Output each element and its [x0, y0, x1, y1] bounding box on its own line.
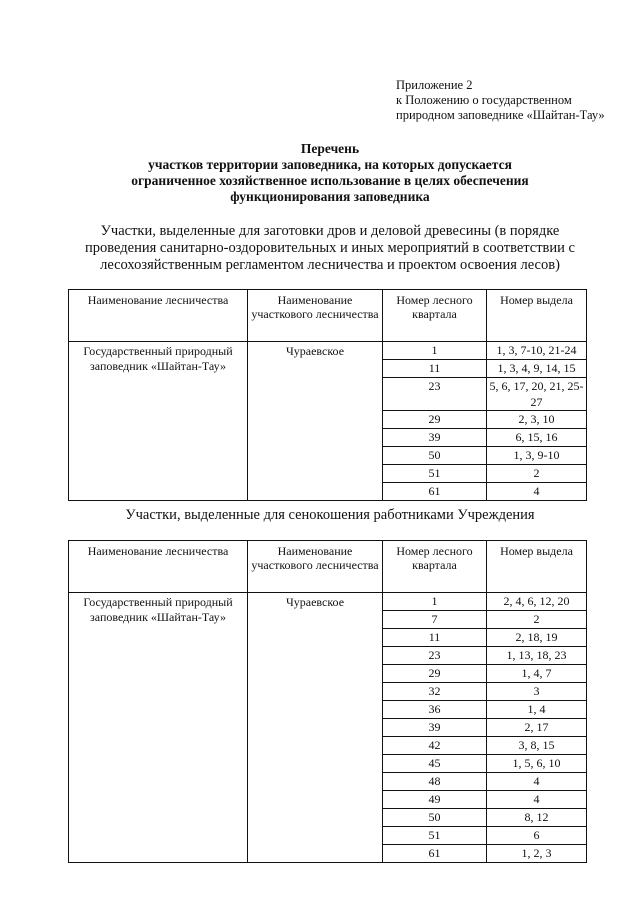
haymaking-plots-table [68, 540, 587, 863]
table-header-row [69, 541, 587, 593]
quarter-number: 61 [383, 483, 487, 501]
plot-numbers: 6 [487, 827, 587, 845]
plot-numbers: 1, 3, 9-10 [487, 447, 587, 465]
plot-numbers: 2, 17 [487, 719, 587, 737]
forestry-name: Государственный природный заповедник «Шайтан-Тау» [69, 593, 248, 863]
document-heading [60, 141, 600, 205]
plot-numbers: 1, 2, 3 [487, 845, 587, 863]
plot-numbers: 2, 3, 10 [487, 411, 587, 429]
timber-plots-table [68, 289, 587, 501]
heading-line-1: Перечень [300, 141, 360, 156]
quarter-number: 1 [383, 593, 487, 611]
quarter-number: 29 [383, 411, 487, 429]
plot-numbers: 2, 18, 19 [487, 629, 587, 647]
plot-numbers: 2 [487, 465, 587, 483]
section1-caption-line-3: лесохозяйственным регламентом лесничества и проектом освоения лесов) [100, 257, 560, 273]
header-quarter: Номер лесного квартала [383, 541, 487, 593]
division-name: Чураевское [248, 342, 383, 501]
section2-caption-line-1: Участки, выделенные для сенокошения работниками Учреждения [125, 507, 535, 523]
header-division: Наименование участкового лесничества [248, 290, 383, 342]
quarter-number: 29 [383, 665, 487, 683]
plot-numbers: 1, 3, 7-10, 21-24 [487, 342, 587, 360]
quarter-number: 36 [383, 701, 487, 719]
plot-numbers: 1, 13, 18, 23 [487, 647, 587, 665]
quarter-number: 50 [383, 447, 487, 465]
quarter-number: 7 [383, 611, 487, 629]
quarter-number: 49 [383, 791, 487, 809]
heading-line-3: ограниченное хозяйственное использование в целях обеспечения [131, 173, 529, 188]
plot-numbers: 5, 6, 17, 20, 21, 25-27 [487, 378, 587, 411]
quarter-number: 11 [383, 629, 487, 647]
header-plots: Номер выдела [487, 290, 587, 342]
section1-caption [60, 223, 600, 274]
header-plots: Номер выдела [487, 541, 587, 593]
heading-line-2: участков территории заповедника, на которых допускается [148, 157, 512, 172]
quarter-number: 32 [383, 683, 487, 701]
quarter-number: 11 [383, 360, 487, 378]
plot-numbers: 4 [487, 791, 587, 809]
plot-numbers: 1, 5, 6, 10 [487, 755, 587, 773]
quarter-number: 39 [383, 429, 487, 447]
heading-line-4: функционирования заповедника [230, 189, 430, 204]
plot-numbers: 4 [487, 483, 587, 501]
table-row [69, 342, 587, 360]
section1-caption-line-1: Участки, выделенные для заготовки дров и деловой древесины (в порядке [100, 223, 560, 239]
plot-numbers: 2, 4, 6, 12, 20 [487, 593, 587, 611]
quarter-number: 23 [383, 378, 487, 411]
quarter-number: 23 [383, 647, 487, 665]
division-name: Чураевское [248, 593, 383, 863]
header-forestry: Наименование лесничества [69, 541, 248, 593]
table-row [69, 593, 587, 611]
appendix-line-2: к Положению о государственном [396, 93, 572, 107]
plot-numbers: 2 [487, 611, 587, 629]
quarter-number: 51 [383, 465, 487, 483]
quarter-number: 48 [383, 773, 487, 791]
quarter-number: 51 [383, 827, 487, 845]
quarter-number: 1 [383, 342, 487, 360]
quarter-number: 42 [383, 737, 487, 755]
plot-numbers: 1, 4 [487, 701, 587, 719]
appendix-line-1: Приложение 2 [396, 78, 473, 92]
table-header-row [69, 290, 587, 342]
plot-numbers: 6, 15, 16 [487, 429, 587, 447]
quarter-number: 61 [383, 845, 487, 863]
plot-numbers: 1, 3, 4, 9, 14, 15 [487, 360, 587, 378]
quarter-number: 39 [383, 719, 487, 737]
quarter-number: 50 [383, 809, 487, 827]
appendix-line-3: природном заповеднике «Шайтан-Тау» [396, 108, 605, 122]
plot-numbers: 3 [487, 683, 587, 701]
section2-caption [60, 507, 600, 524]
header-division: Наименование участкового лесничества [248, 541, 383, 593]
forestry-name: Государственный природный заповедник «Шайтан-Тау» [69, 342, 248, 501]
header-forestry: Наименование лесничества [69, 290, 248, 342]
plot-numbers: 1, 4, 7 [487, 665, 587, 683]
plot-numbers: 3, 8, 15 [487, 737, 587, 755]
plot-numbers: 4 [487, 773, 587, 791]
appendix-note [396, 78, 605, 123]
quarter-number: 45 [383, 755, 487, 773]
section1-caption-line-2: проведения санитарно-оздоровительных и иных мероприятий в соответствии с [85, 240, 575, 256]
header-quarter: Номер лесного квартала [383, 290, 487, 342]
plot-numbers: 8, 12 [487, 809, 587, 827]
